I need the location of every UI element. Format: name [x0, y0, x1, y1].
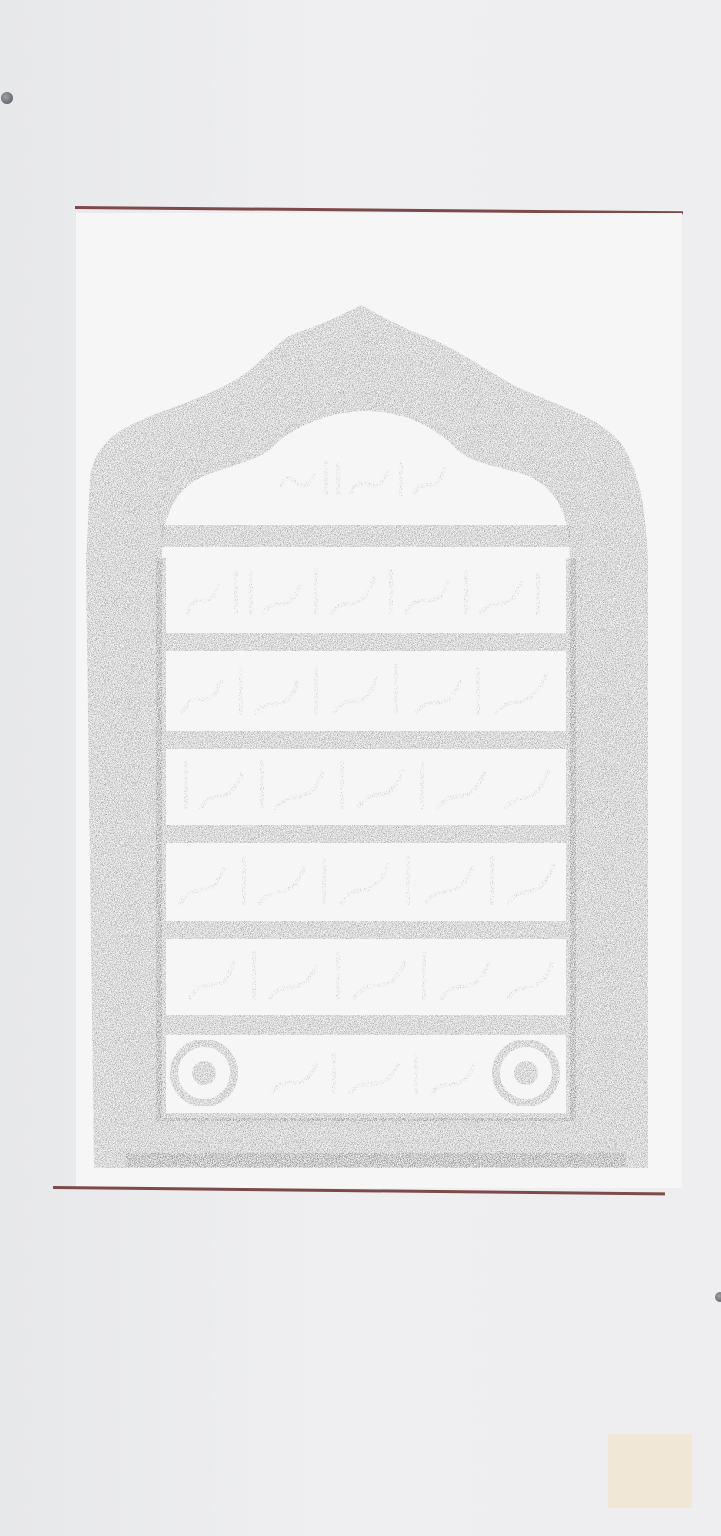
faint-seal-mark	[34, 50, 234, 84]
paper-label-tag	[608, 1434, 692, 1508]
rubbing-sheet	[76, 213, 682, 1188]
pin-icon	[1, 92, 13, 104]
pin-icon	[715, 1292, 721, 1302]
rubbing-base-edge	[126, 1153, 626, 1167]
inner-field	[162, 411, 570, 1118]
ink-rubbing-image	[76, 213, 682, 1188]
